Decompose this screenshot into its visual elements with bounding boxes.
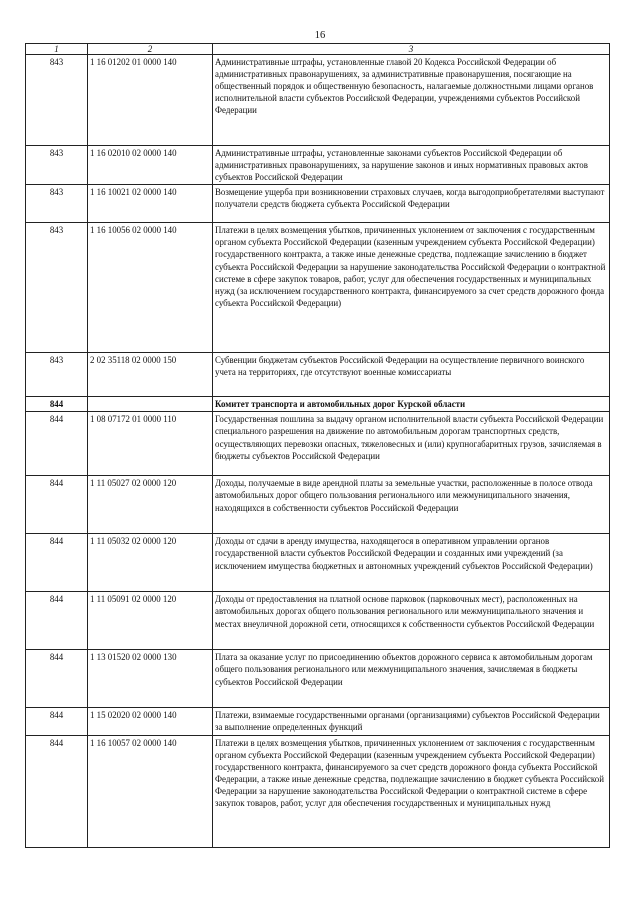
budget-code-cell: 1 11 05032 02 0000 120	[88, 534, 213, 592]
column-header-description: 3	[213, 44, 610, 55]
description-cell: Государственная пошлина за выдачу органом исполнительной власти субъекта Российской Федерации специального разрешения на движение по автомобильным дорогам транспортных средств, осуществляющих перевозки опасных, тяжеловесных и (или) крупногабаритных грузов, зачисляемая в бюджеты субъектов Российской Федерации	[213, 412, 610, 476]
budget-code-cell: 1 13 01520 02 0000 130	[88, 650, 213, 708]
budget-code-cell	[88, 397, 213, 412]
budget-code-cell: 1 15 02020 02 0000 140	[88, 708, 213, 735]
budget-code-cell: 1 16 10056 02 0000 140	[88, 223, 213, 353]
section-header-row	[26, 397, 610, 412]
description-cell: Платежи в целях возмещения убытков, причиненных уклонением от заключения с государственным органом субъекта Российской Федерации (казенным учреждением субъекта Российской Федерации) государственного контракта, а также иные денежные средства, подлежащие зачислению в бюджет субъекта Российской Федерации за нарушение законодательства Российской Федерации о контрактной системе в сфере закупок товаров, работ, услуг для обеспечения государственных и муниципальных нужд (за исключением государственного контракта, финансируемого за счет средств дорожного фонда субъекта Российской Федерации)	[213, 223, 610, 353]
admin-code-cell: 843	[26, 223, 88, 353]
admin-code-cell: 844	[26, 534, 88, 592]
description-cell: Доходы от сдачи в аренду имущества, находящегося в оперативном управлении органов государственной власти субъектов Российской Федерации и созданных ими учреждений (за исключением имущества бюджетных и автономных учреждений субъектов Российской Федерации)	[213, 534, 610, 592]
table-row	[26, 412, 610, 476]
admin-code-cell: 844	[26, 735, 88, 847]
budget-code-cell: 2 02 35118 02 0000 150	[88, 353, 213, 397]
table-row	[26, 185, 610, 223]
table-row	[26, 353, 610, 397]
description-cell: Возмещение ущерба при возникновении страховых случаев, когда выгодоприобретателями выступают получатели средств бюджета субъекта Российской Федерации	[213, 185, 610, 223]
description-cell: Доходы от предоставления на платной основе парковок (парковочных мест), расположенных на автомобильных дорогах общего пользования регионального или межмуниципального значения и местах внеуличной дорожной сети, относящихся к собственности субъектов Российской Федерации	[213, 592, 610, 650]
admin-code-cell: 844	[26, 650, 88, 708]
admin-code-cell: 843	[26, 185, 88, 223]
table-row	[26, 534, 610, 592]
description-cell: Доходы, получаемые в виде арендной платы за земельные участки, расположенные в полосе отвода автомобильных дорог общего пользования регионального или межмуниципального значения, находящихся в собственности субъектов Российской Федерации	[213, 476, 610, 534]
table-row	[26, 650, 610, 708]
budget-code-cell: 1 16 01202 01 0000 140	[88, 55, 213, 146]
section-title: Комитет транспорта и автомобильных дорог Курской области	[213, 397, 610, 412]
admin-code-cell: 844	[26, 708, 88, 735]
admin-code-cell: 844	[26, 592, 88, 650]
table-row	[26, 735, 610, 847]
budget-code-cell: 1 11 05091 02 0000 120	[88, 592, 213, 650]
admin-code-cell: 843	[26, 353, 88, 397]
description-cell: Административные штрафы, установленные законами субъектов Российской Федерации об административных правонарушениях, за нарушение законов и иных нормативных правовых актов субъектов Российской Федерации	[213, 146, 610, 185]
column-header-code: 2	[88, 44, 213, 55]
page-number: 16	[314, 30, 326, 41]
description-cell: Платежи, взимаемые государственными органами (организациями) субъектов Российской Федерации за выполнение определенных функций	[213, 708, 610, 735]
budget-code-cell: 1 08 07172 01 0000 110	[88, 412, 213, 476]
table-row	[26, 55, 610, 146]
admin-code-cell: 843	[26, 55, 88, 146]
description-cell: Платежи в целях возмещения убытков, причиненных уклонением от заключения с государственным органом субъекта Российской Федерации (казенным учреждением субъекта Российской Федерации) государственного контракта, финансируемого за счет средств дорожного фонда субъекта Российской Федерации, а также иные денежные средства, подлежащие зачислению в бюджет субъекта Российской Федерации за нарушение законодательства Российской Федерации о контрактной системе в сфере закупок товаров, работ, услуг для обеспечения государственных и муниципальных нужд	[213, 735, 610, 847]
admin-code-cell: 844	[26, 412, 88, 476]
table-header-row	[26, 44, 610, 55]
description-cell: Субвенции бюджетам субъектов Российской Федерации на осуществление первичного воинского учета на территориях, где отсутствуют военные комиссариаты	[213, 353, 610, 397]
admin-code-cell: 843	[26, 146, 88, 185]
budget-code-cell: 1 16 02010 02 0000 140	[88, 146, 213, 185]
admin-code-cell: 844	[26, 476, 88, 534]
budget-code-cell: 1 16 10057 02 0000 140	[88, 735, 213, 847]
admin-code-cell: 844	[26, 397, 88, 412]
table-row	[26, 708, 610, 735]
description-cell: Плата за оказание услуг по присоединению объектов дорожного сервиса к автомобильным дорогам общего пользования регионального или межмуниципального значения, зачисляемая в бюджеты субъектов Российской Федерации	[213, 650, 610, 708]
budget-code-cell: 1 11 05027 02 0000 120	[88, 476, 213, 534]
budget-code-cell: 1 16 10021 02 0000 140	[88, 185, 213, 223]
table-row	[26, 146, 610, 185]
column-header-admin: 1	[26, 44, 88, 55]
table-row	[26, 476, 610, 534]
description-cell: Административные штрафы, установленные главой 20 Кодекса Российской Федерации об административных правонарушениях, за административные правонарушения, посягающие на общественный порядок и общественную безопасность, налагаемые должностными лицами органов исполнительной власти субъектов Российской Федерации, учреждениями субъектов Российской Федерации	[213, 55, 610, 146]
revenue-codes-table	[25, 43, 610, 848]
table-row	[26, 223, 610, 353]
table-row	[26, 592, 610, 650]
